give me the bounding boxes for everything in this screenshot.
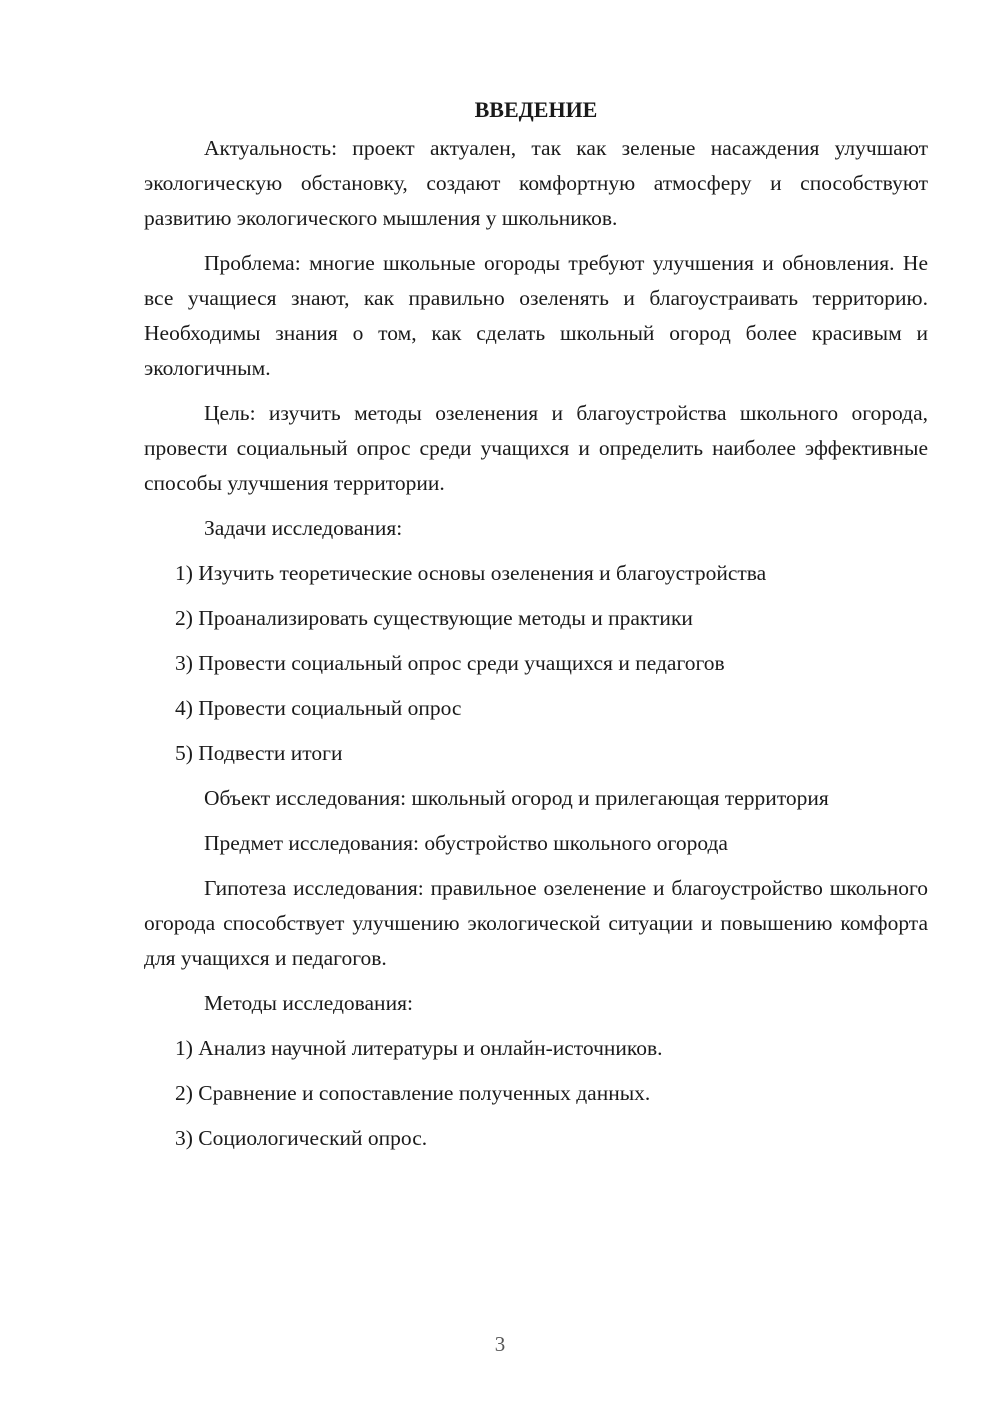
tasks-list [144, 556, 928, 771]
methods-heading: Методы исследования: [204, 991, 413, 1015]
hypothesis-paragraph: Гипотеза исследования: правильное озеленение и благоустройство школьного огорода способствует улучшению экологической ситуации и повышению комфорта для учащихся и педагогов. [144, 876, 928, 970]
problem-paragraph: Проблема: многие школьные огороды требуют улучшения и обновления. Не все учащиеся знают, как правильно озеленять и благоустраивать территорию. Необходимы знания о том, как сделать школьный огород более красивым и экологичным. [144, 251, 928, 380]
list-item: 2) Сравнение и сопоставление полученных данных. [175, 1081, 651, 1105]
page-number: 3 [494, 1332, 506, 1356]
document-page [144, 92, 928, 1166]
object-paragraph: Объект исследования: школьный огород и прилегающая территория [204, 786, 829, 810]
list-item: 5) Подвести итоги [175, 741, 343, 765]
list-item: 1) Анализ научной литературы и онлайн-источников. [175, 1036, 663, 1060]
relevance-paragraph: Актуальность: проект актуален, так как зеленые насаждения улучшают экологическую обстановку, создают комфортную атмосферу и способствуют развитию экологического мышления у школьников. [144, 136, 928, 230]
list-item: 1) Изучить теоретические основы озеленения и благоустройства [175, 561, 767, 585]
page-title: ВВЕДЕНИЕ [474, 97, 598, 122]
list-item: 3) Провести социальный опрос среди учащихся и педагогов [175, 651, 725, 675]
tasks-heading: Задачи исследования: [204, 516, 403, 540]
methods-list [144, 1031, 928, 1156]
list-item: 4) Провести социальный опрос [175, 696, 462, 720]
list-item: 2) Проанализировать существующие методы и практики [175, 606, 693, 630]
goal-paragraph: Цель: изучить методы озеленения и благоустройства школьного огорода, провести социальный опрос среди учащихся и определить наиболее эффективные способы улучшения территории. [144, 401, 928, 495]
subject-paragraph: Предмет исследования: обустройство школьного огорода [204, 831, 728, 855]
list-item: 3) Социологический опрос. [175, 1126, 428, 1150]
